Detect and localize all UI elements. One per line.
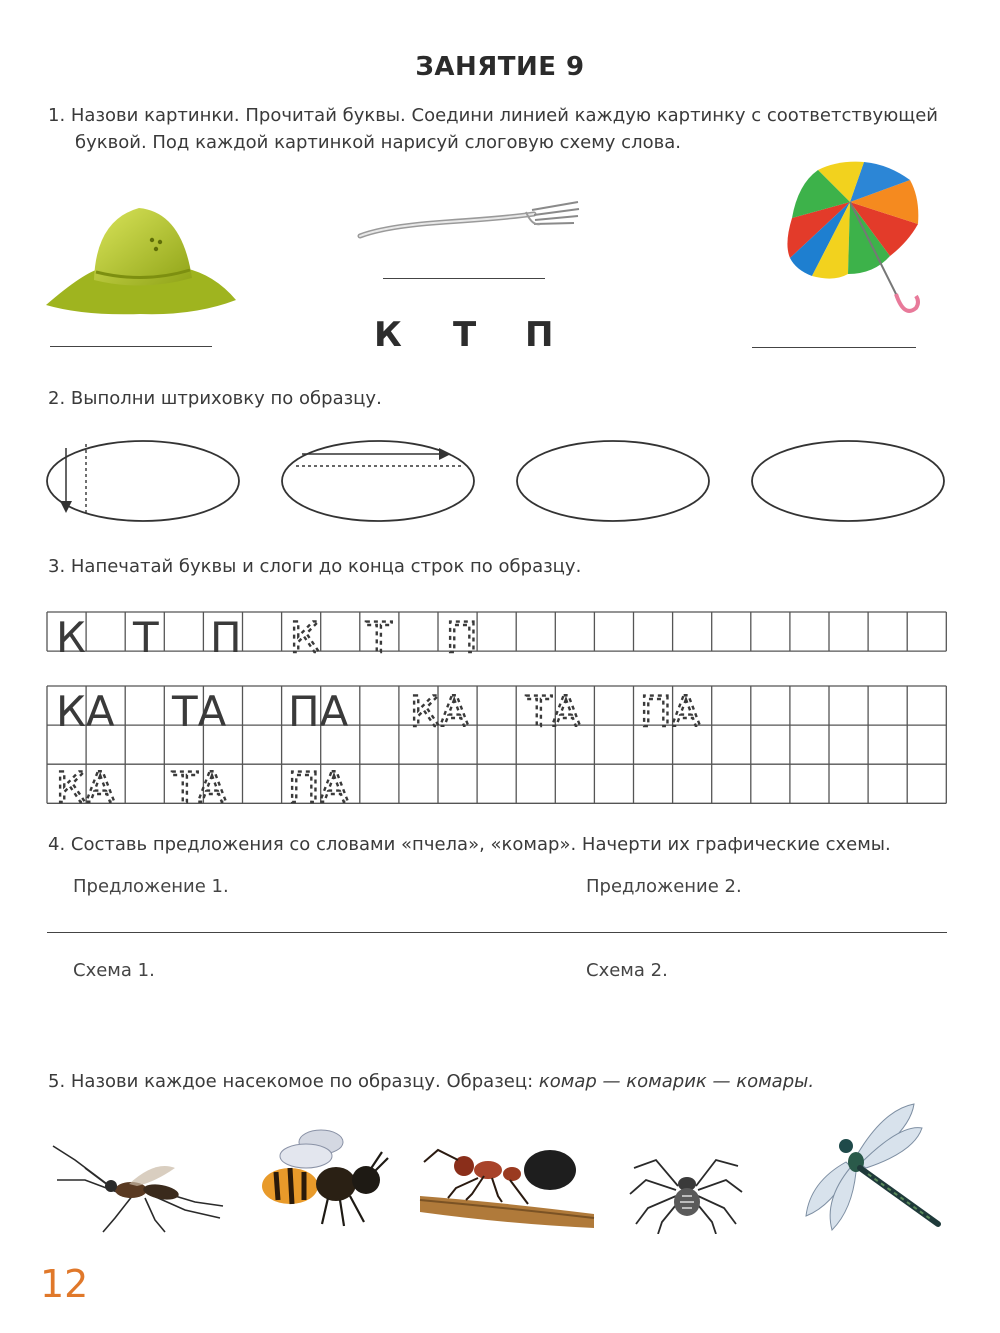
dragonfly-picture bbox=[802, 1102, 946, 1234]
hat-picture bbox=[44, 200, 239, 318]
mosquito-picture bbox=[45, 1140, 225, 1235]
row1-sample-t: Т bbox=[133, 613, 159, 662]
letter-t[interactable]: Т bbox=[453, 315, 477, 355]
row2-sample-ta: ТА bbox=[172, 687, 227, 736]
task5-example: комар — комарик — комары. bbox=[538, 1071, 815, 1092]
hat-answer-line[interactable] bbox=[50, 346, 212, 347]
task4-instruction: 4. Составь предложения со словами «пчела», «комар». Начерти их графические схемы. bbox=[48, 834, 891, 855]
umbrella-picture bbox=[778, 158, 928, 320]
ant-picture bbox=[418, 1140, 596, 1232]
row1-trace-p: П bbox=[446, 613, 478, 662]
oval-1 bbox=[47, 441, 239, 521]
letter-k[interactable]: К bbox=[374, 315, 402, 355]
task5-instruction bbox=[48, 1068, 814, 1095]
hatching-ovals bbox=[40, 436, 955, 526]
row2-sample-ka: КА bbox=[56, 687, 115, 736]
row1-trace-t: Т bbox=[366, 613, 392, 662]
page-number: 12 bbox=[40, 1262, 89, 1306]
scheme1-label: Схема 1. bbox=[73, 960, 155, 981]
fork-answer-line[interactable] bbox=[383, 278, 545, 279]
sentence1-label: Предложение 1. bbox=[73, 876, 229, 897]
row1-trace-k: К bbox=[290, 613, 320, 662]
page-title: ЗАНЯТИЕ 9 bbox=[415, 52, 585, 82]
row3-trace-ta: ТА bbox=[172, 763, 227, 812]
letter-p[interactable]: П bbox=[525, 315, 554, 355]
task2-instruction: 2. Выполни штриховку по образцу. bbox=[48, 388, 382, 409]
letter-grid[interactable] bbox=[40, 604, 955, 814]
task3-instruction: 3. Напечатай буквы и слоги до конца строк по образцу. bbox=[48, 556, 582, 577]
oval-4 bbox=[752, 441, 944, 521]
row2-trace-ka: КА bbox=[410, 687, 469, 736]
sentence-answer-line[interactable] bbox=[47, 932, 947, 933]
row2-sample-pa: ПА bbox=[288, 687, 349, 736]
oval-3 bbox=[517, 441, 709, 521]
scheme2-label: Схема 2. bbox=[586, 960, 668, 981]
fork-picture bbox=[356, 196, 581, 244]
row3-trace-ka: КА bbox=[56, 763, 115, 812]
task1-instruction-line1: 1. Назови картинки. Прочитай буквы. Соедини линией каждую картинку с соответствующей bbox=[48, 105, 938, 126]
row1-sample-p: П bbox=[210, 613, 242, 662]
row1-sample-k: К bbox=[56, 613, 86, 662]
spider-picture bbox=[626, 1150, 746, 1234]
task1-instruction-line2: буквой. Под каждой картинкой нарисуй слоговую схему слова. bbox=[75, 132, 681, 153]
umbrella-answer-line[interactable] bbox=[752, 347, 916, 348]
oval-2 bbox=[282, 441, 474, 521]
sentence2-label: Предложение 2. bbox=[586, 876, 742, 897]
row2-trace-pa: ПА bbox=[640, 687, 701, 736]
row3-trace-pa: ПА bbox=[288, 763, 349, 812]
task5-prefix: 5. Назови каждое насекомое по образцу. Образец: bbox=[48, 1071, 534, 1092]
row2-trace-ta: ТА bbox=[526, 687, 581, 736]
bee-picture bbox=[246, 1128, 396, 1230]
